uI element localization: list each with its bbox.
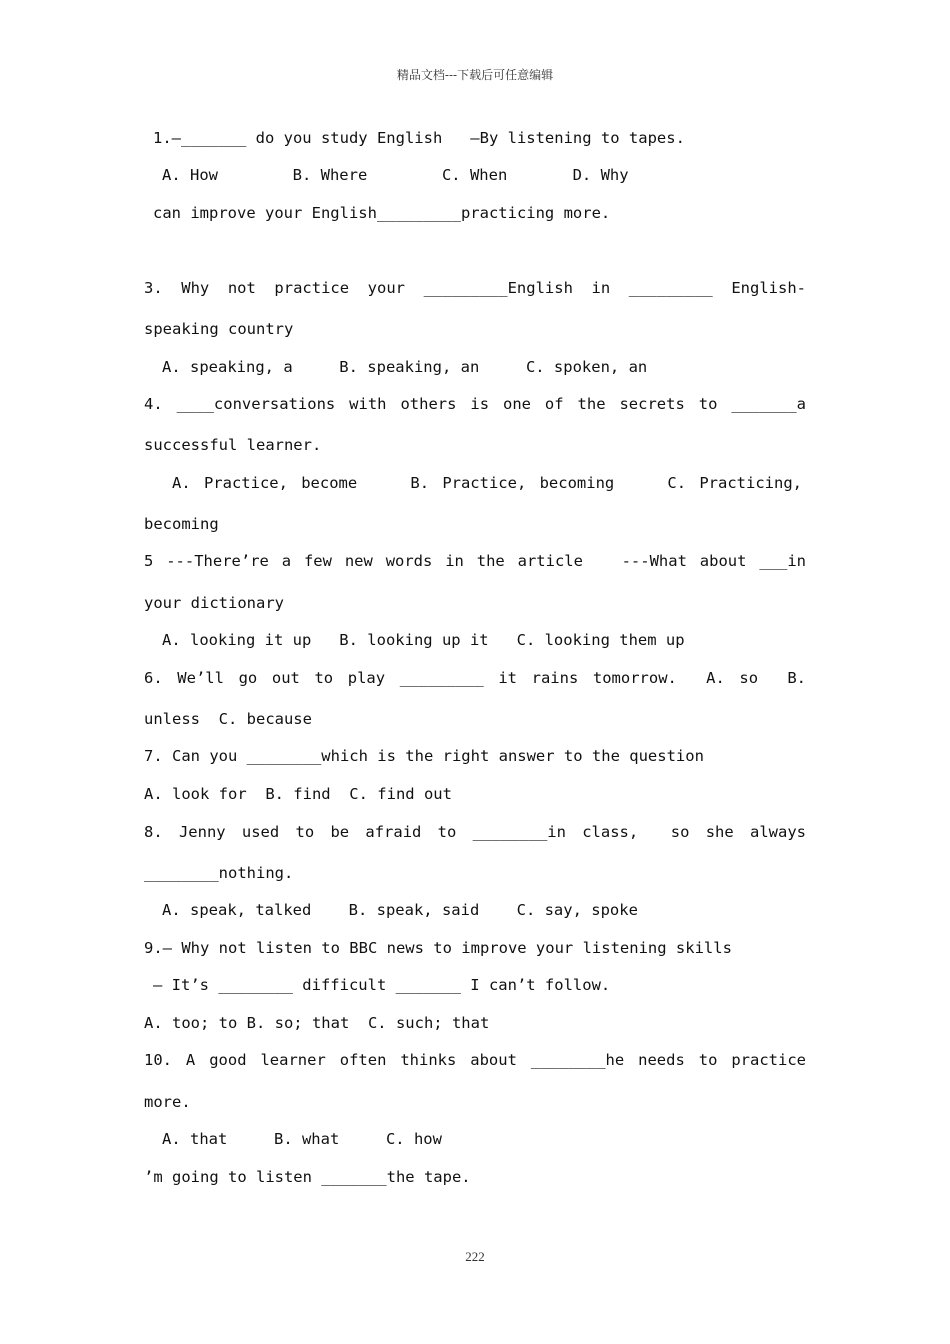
- question-1-options: A. How B. Where C. When D. Why: [162, 166, 629, 184]
- question-7: 7. Can you ________which is the right answer to the question: [144, 747, 704, 765]
- question-11: ’m going to listen _______the tape.: [144, 1168, 471, 1186]
- question-10-continued: more.: [144, 1093, 191, 1111]
- question-7-options: A. look for B. find C. find out: [144, 785, 452, 803]
- question-9-options: A. too; to B. so; that C. such; that: [144, 1014, 490, 1032]
- question-10: 10. A good learner often thinks about ________he needs to practice: [144, 1051, 806, 1069]
- question-9: 9.— Why not listen to BBC news to improve your listening skills: [144, 939, 732, 957]
- question-6-continued: unless C. because: [144, 710, 312, 728]
- question-4-options: A. Practice, become B. Practice, becoming C. Practicing,: [172, 474, 802, 492]
- question-3-options: A. speaking, a B. speaking, an C. spoken, an: [162, 358, 648, 376]
- question-3-continued: speaking country: [144, 320, 294, 338]
- question-5: 5 ---There’re a few new words in the article ---What about ___in: [144, 552, 806, 570]
- page-number: 222: [465, 1249, 485, 1264]
- question-3: 3. Why not practice your _________English in _________ English-: [144, 279, 806, 297]
- question-10-options: A. that B. what C. how: [162, 1130, 442, 1148]
- question-2: can improve your English_________practicing more.: [153, 204, 611, 222]
- question-8: 8. Jenny used to be afraid to ________in class, so she always: [144, 823, 806, 841]
- question-8-continued: ________nothing.: [144, 864, 294, 882]
- question-4-continued: successful learner.: [144, 436, 322, 454]
- page-header: 精品文档---下载后可任意编辑: [396, 68, 554, 82]
- question-9-answer: — It’s ________ difficult _______ I can’t follow.: [153, 976, 611, 994]
- question-4: 4. ____conversations with others is one of the secrets to _______a: [144, 395, 806, 413]
- question-6: 6. We’ll go out to play _________ it rains tomorrow. A. so B.: [144, 669, 806, 687]
- question-4-options-continued: becoming: [144, 515, 219, 533]
- question-5-options: A. looking it up B. looking up it C. looking them up: [162, 631, 685, 649]
- question-5-continued: your dictionary: [144, 594, 284, 612]
- question-8-options: A. speak, talked B. speak, said C. say, spoke: [162, 901, 638, 919]
- question-1: 1.—_______ do you study English —By listening to tapes.: [153, 129, 685, 147]
